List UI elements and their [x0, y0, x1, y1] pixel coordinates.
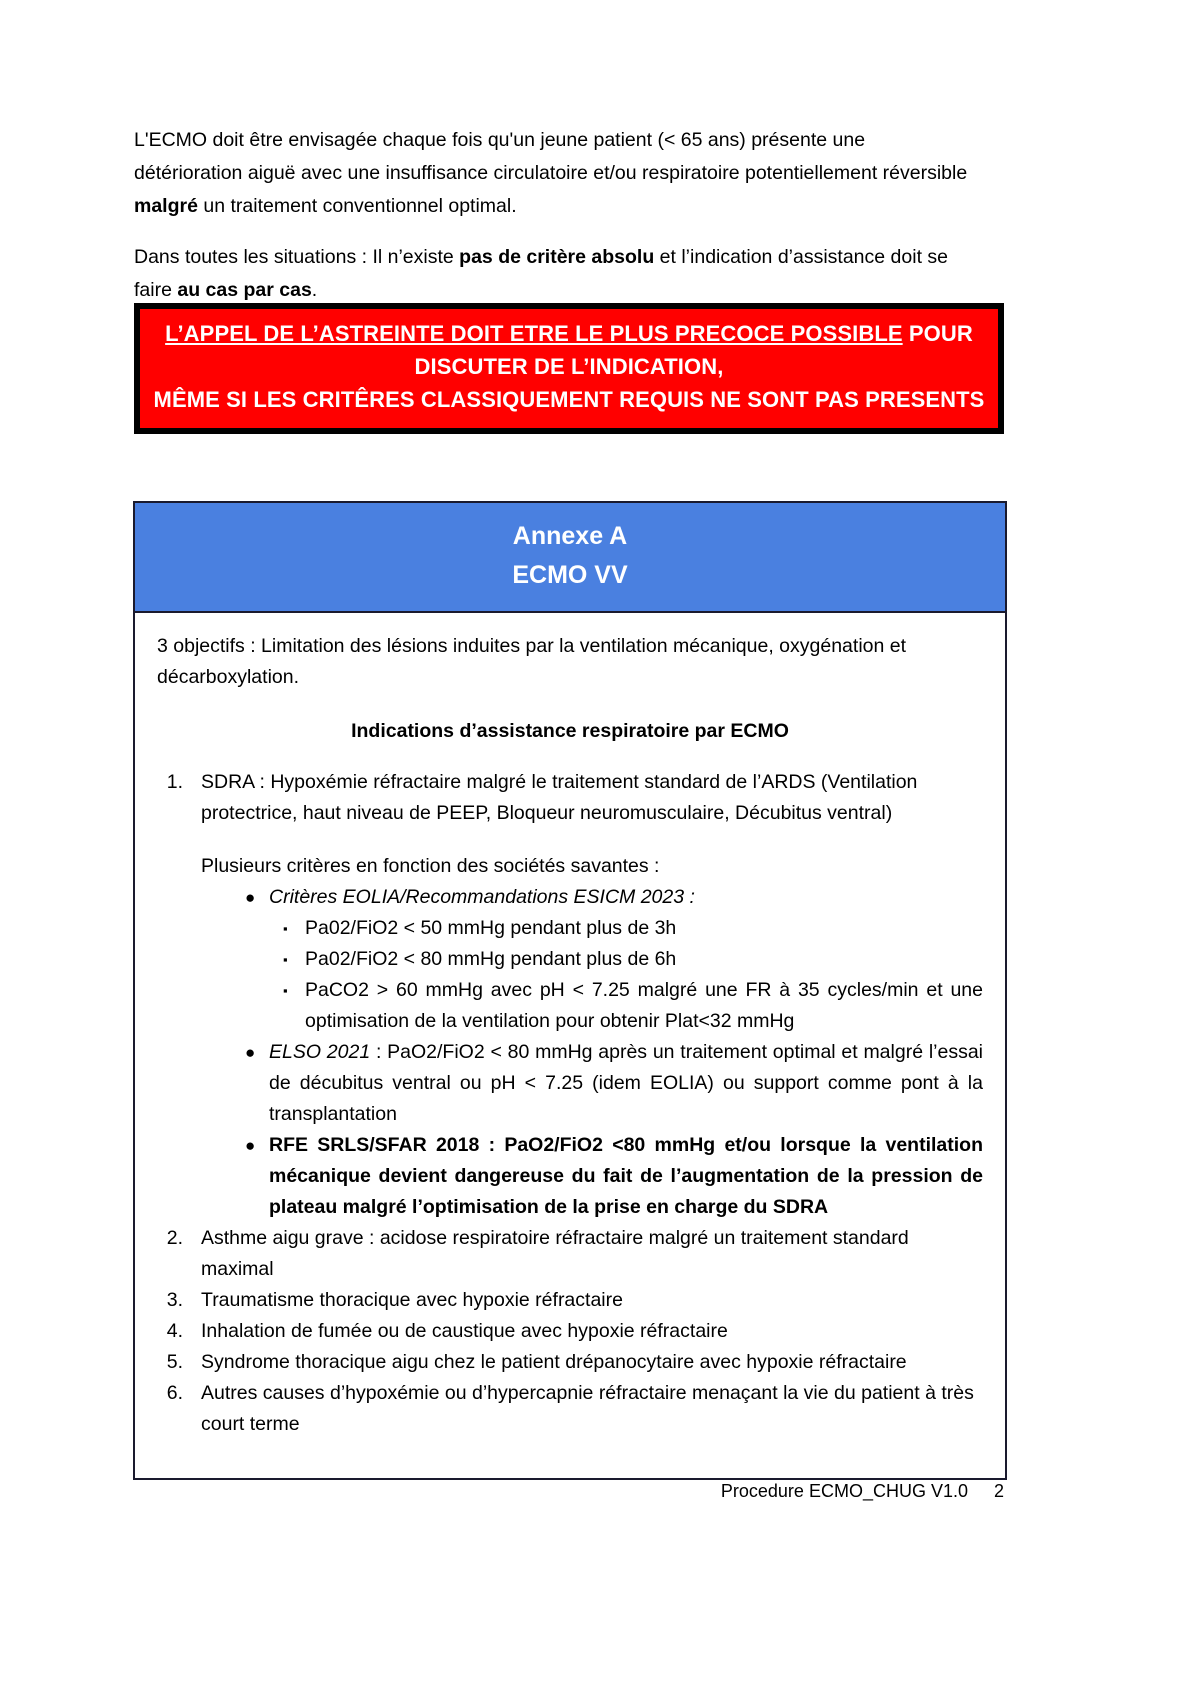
intro-paragraph-2-bold-2: au cas par cas: [177, 279, 312, 301]
alert-line-1: [150, 317, 988, 350]
eolia-criterion-1-text: Pa02/FiO2 < 50 mmHg pendant plus de 3h: [305, 917, 677, 939]
list-item-1-number: 1.: [166, 771, 183, 793]
intro-paragraph-1-bold-1: malgré: [134, 195, 198, 217]
list-item-5-text: Syndrome thoracique aigu chez le patient drépanocytaire avec hypoxie réfractaire: [201, 1351, 907, 1373]
disc-bullet-icon: ●: [245, 888, 256, 907]
indications-subheading: Indications d’assistance respiratoire par ECMO: [351, 720, 789, 742]
eolia-criterion-3-text: PaCO2 > 60 mmHg avec pH < 7.25 malgré une FR à 35 cycles/min et une optimisation de la ventilation pour obtenir Plat<32 mmHg: [305, 979, 983, 1032]
list-item-3-number: 3.: [166, 1289, 183, 1311]
list-item-6-text: Autres causes d’hypoxémie ou d’hypercapnie réfractaire menaçant la vie du patient à très court terme: [201, 1382, 974, 1435]
list-item-1-leadin: Plusieurs critères en fonction des sociétés savantes :: [201, 855, 660, 877]
bullet-elso-label: ELSO 2021: [269, 1041, 371, 1063]
list-item-4-text: Inhalation de fumée ou de caustique avec hypoxie réfractaire: [201, 1320, 728, 1342]
bullet-eolia-title: Critères EOLIA/Recommandations ESICM 2023 :: [269, 886, 695, 908]
bullet-elso-text: : PaO2/FiO2 < 80 mmHg après un traitement optimal et malgré l’essai de décubitus ventral ou pH < 7.25 (idem EOLIA) ou support comme pont à la transplantation: [269, 1041, 984, 1125]
alert-banner: [134, 303, 1004, 434]
list-item-5: [157, 1347, 983, 1378]
list-item-3-text: Traumatisme thoracique avec hypoxie réfractaire: [201, 1289, 623, 1311]
list-item-3: [157, 1285, 983, 1316]
footer-document-reference: Procedure ECMO_CHUG V1.0: [720, 1481, 968, 1501]
footer-page-number: 2: [993, 1481, 1004, 1501]
bullet-rfe: [201, 1130, 983, 1223]
list-item-1-text: SDRA : Hypoxémie réfractaire malgré le traitement standard de l’ARDS (Ventilation protectrice, haut niveau de PEEP, Bloqueur neuromusculaire, Décubitus ventral): [201, 771, 918, 824]
intro-paragraph-2-part-2: et l’indication d’assistance doit se faire: [134, 246, 948, 301]
disc-bullet-icon: ●: [245, 1136, 256, 1155]
objectifs-text: 3 objectifs : Limitation des lésions induites par la ventilation mécanique, oxygénation et décarboxylation.: [157, 635, 907, 688]
alert-line-1-underlined: L’APPEL DE L’ASTREINTE DOIT ETRE LE PLUS PRECOCE POSSIBLE: [165, 321, 903, 346]
alert-line-2: DISCUTER DE L’INDICATION,: [414, 354, 724, 379]
list-item-2-text: Asthme aigu grave : acidose respiratoire réfractaire malgré un traitement standard maximal: [201, 1227, 909, 1280]
square-bullet-icon: ▪: [283, 952, 288, 967]
intro-paragraph-1-part-2: un traitement conventionnel optimal.: [197, 195, 517, 217]
annexe-a-subtitle: ECMO VV: [512, 561, 628, 589]
disc-bullet-icon: ●: [245, 1043, 256, 1062]
square-bullet-icon: ▪: [283, 921, 288, 936]
eolia-criterion-2: [269, 944, 983, 975]
list-item-6: [157, 1378, 983, 1440]
bullet-rfe-text: RFE SRLS/SFAR 2018 : PaO2/FiO2 <80 mmHg et/ou lorsque la ventilation mécanique devient dangereuse du fait de l’augmentation de la pression de plateau malgré l’optimisation de la prise en charge du SDRA: [269, 1134, 983, 1218]
list-item-4-number: 4.: [166, 1320, 183, 1342]
annexe-a-box: [133, 501, 1007, 1480]
intro-paragraph-2: [134, 241, 972, 307]
list-item-6-number: 6.: [166, 1382, 183, 1404]
bullet-eolia: [201, 882, 983, 1037]
list-item-1: [157, 767, 983, 1223]
eolia-criteria-list: [269, 913, 983, 1037]
alert-line-1-rest: POUR: [902, 321, 973, 346]
annexe-a-title: Annexe A: [512, 522, 628, 550]
alert-banner-inner: [140, 309, 998, 428]
annexe-a-body: [135, 613, 1005, 1478]
intro-section: [134, 124, 972, 307]
intro-paragraph-2-bold-1: pas de critère absolu: [459, 246, 655, 268]
page-footer: [721, 1481, 1004, 1502]
list-item-5-number: 5.: [166, 1351, 183, 1373]
list-item-2-number: 2.: [166, 1227, 183, 1249]
intro-paragraph-2-part-1: Dans toutes les situations : Il n’existe: [134, 246, 460, 268]
list-item-2: [157, 1223, 983, 1285]
eolia-criterion-3: [269, 975, 983, 1037]
eolia-criterion-1: [269, 913, 983, 944]
square-bullet-icon: ▪: [283, 983, 288, 998]
alert-line-3: MÊME SI LES CRITÊRES CLASSIQUEMENT REQUIS NE SONT PAS PRESENTS: [153, 387, 985, 412]
intro-paragraph-1: [134, 124, 972, 223]
eolia-criterion-2-text: Pa02/FiO2 < 80 mmHg pendant plus de 6h: [305, 948, 677, 970]
indications-list: [157, 767, 983, 1440]
intro-paragraph-1-part-1: L'ECMO doit être envisagée chaque fois qu'un jeune patient (< 65 ans) présente une détérioration aiguë avec une insuffisance circulatoire et/ou respiratoire potentiellement réversible: [134, 129, 968, 184]
intro-paragraph-2-part-3: .: [311, 279, 318, 301]
societies-bullet-list: [201, 882, 983, 1223]
bullet-elso: [201, 1037, 983, 1130]
list-item-4: [157, 1316, 983, 1347]
annexe-a-header: [135, 503, 1005, 613]
